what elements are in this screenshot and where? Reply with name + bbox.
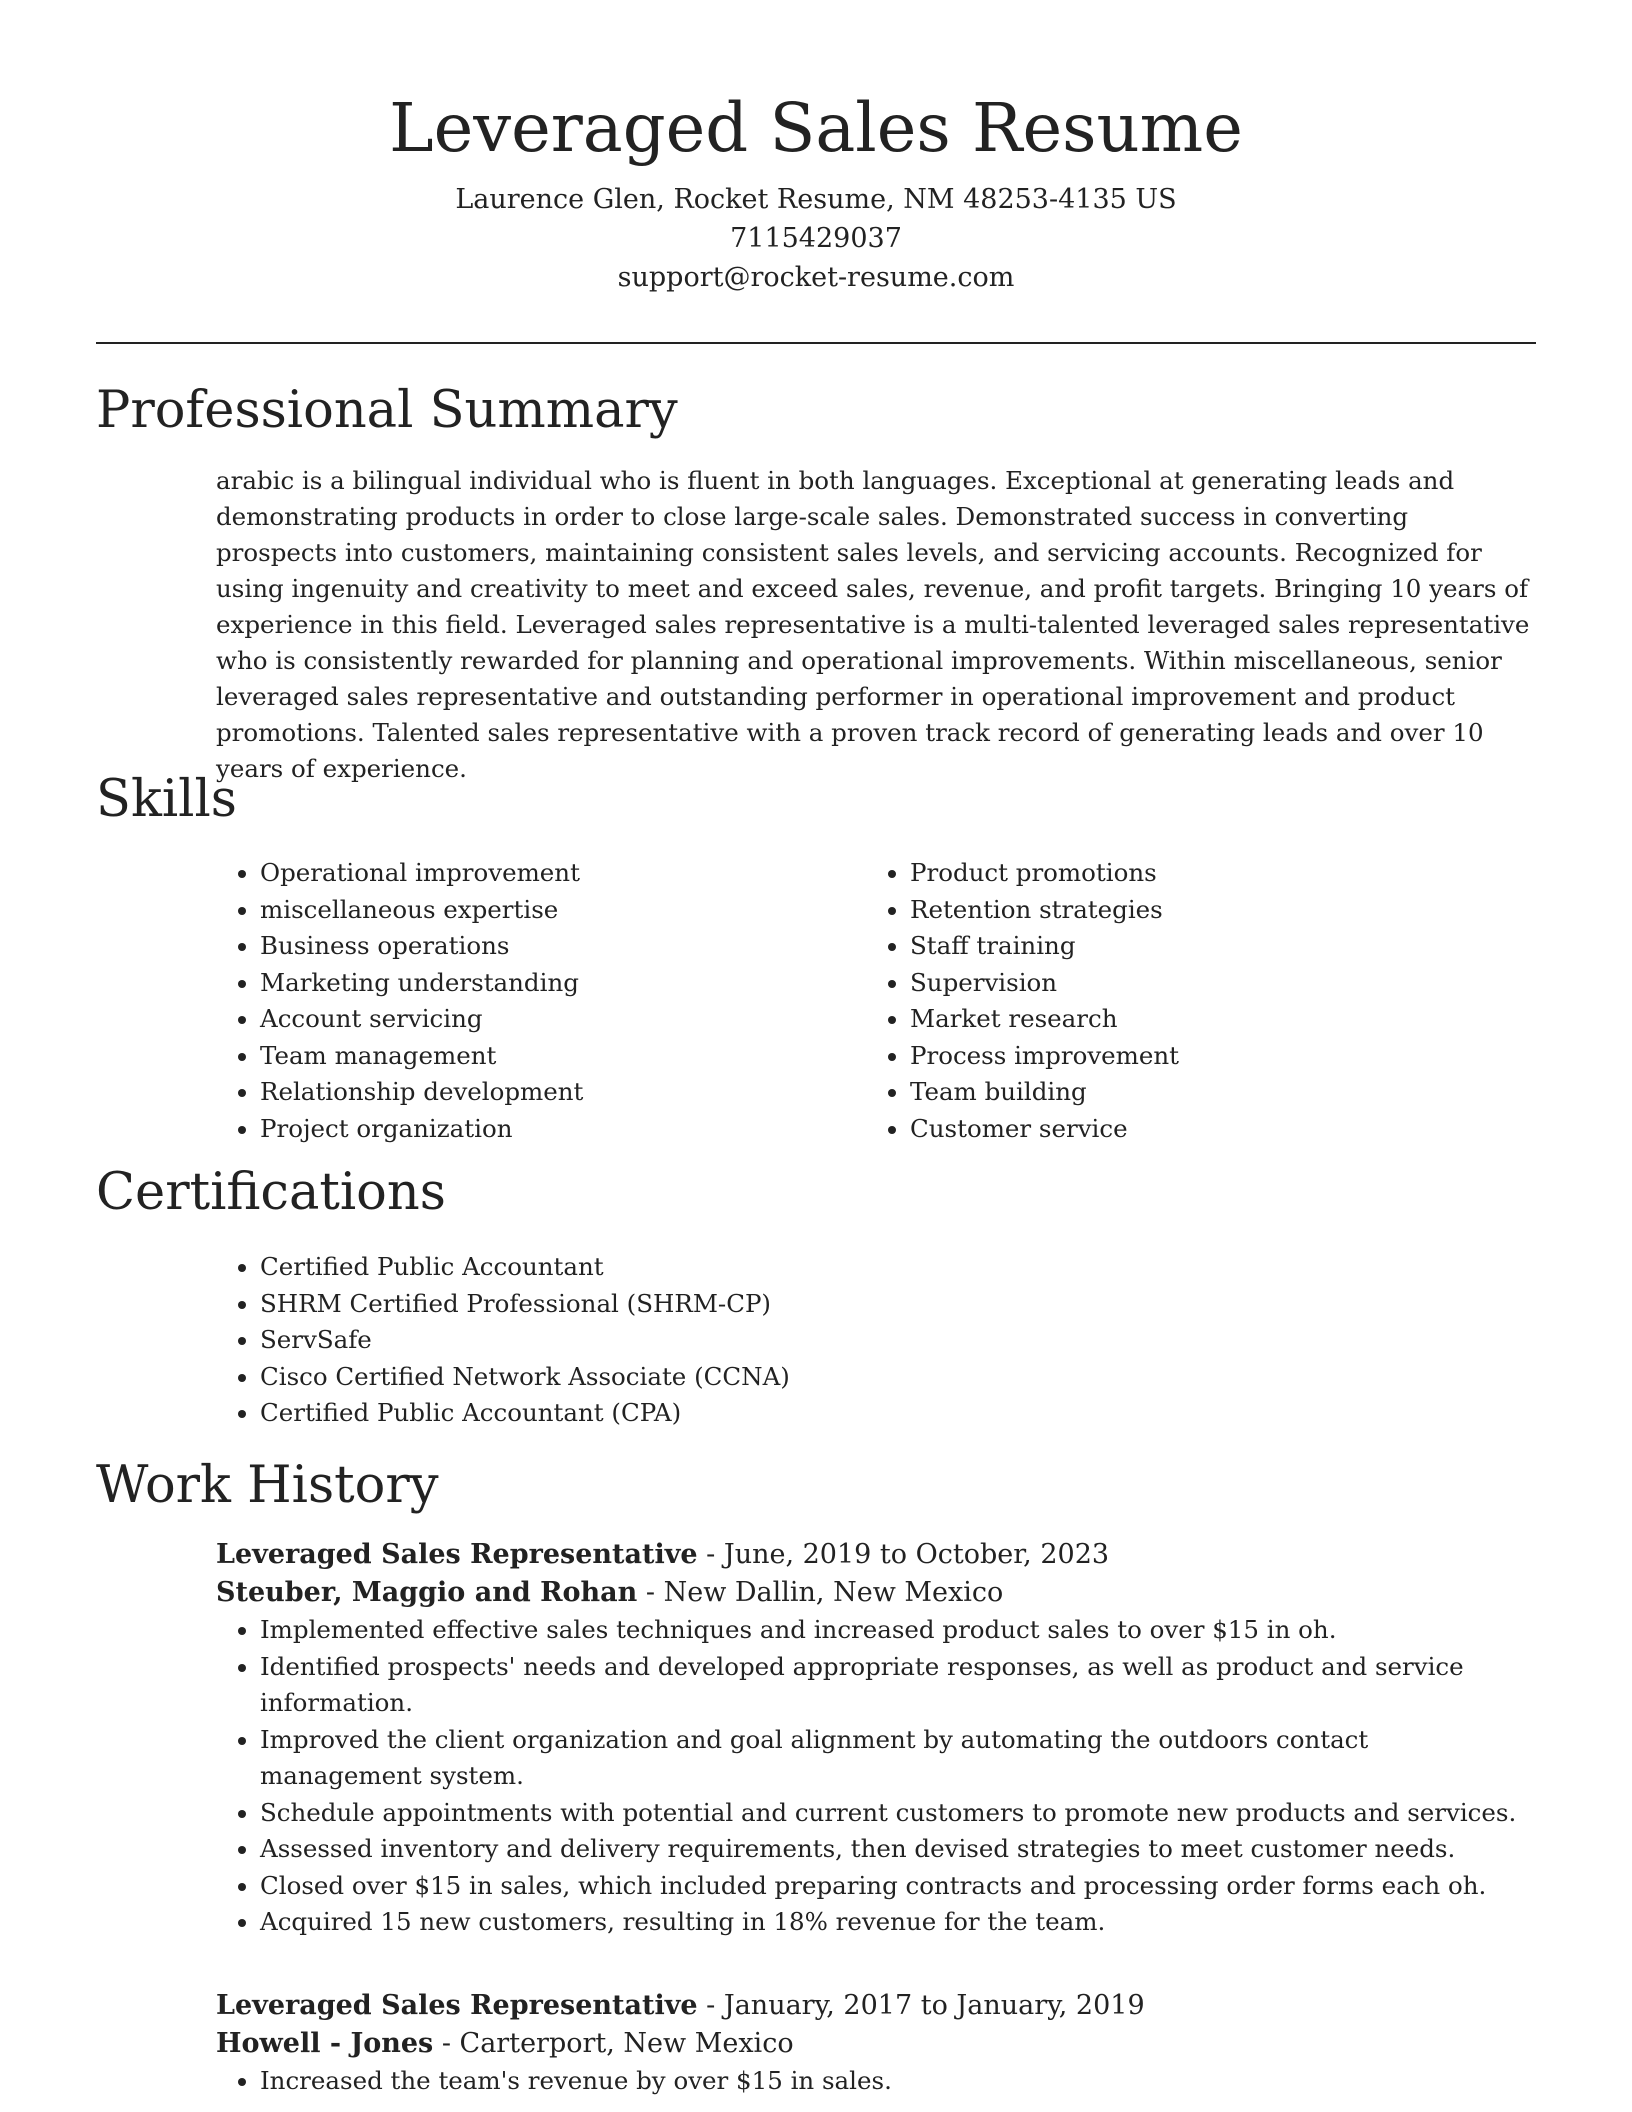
contact-address: Laurence Glen, Rocket Resume, NM 48253-4135 US xyxy=(455,184,1177,215)
skill-item: • Market research xyxy=(910,1001,1486,1038)
job-bullet: • Schedule appointments with potential and current customers to promote new products and services. xyxy=(260,1795,1536,1832)
job-bullet: • Increased the team's revenue by over $15 in sales. xyxy=(260,2063,1536,2100)
resume-title: Leveraged Sales Resume xyxy=(389,89,1243,167)
skill-item: • Supervision xyxy=(910,965,1486,1002)
summary-heading: Professional Summary xyxy=(96,381,678,440)
job-bullet: • Acquired 15 new customers, resulting in 18% revenue for the team. xyxy=(260,1904,1536,1941)
skills-heading: Skills xyxy=(96,770,237,829)
job-title: Leveraged Sales Representative xyxy=(216,1539,698,1570)
certification-item: • Cisco Certified Network Associate (CCNA) xyxy=(260,1359,1536,1396)
certifications-list xyxy=(216,1249,1536,1432)
certification-item: • Certified Public Accountant xyxy=(260,1249,1536,1286)
skill-item: • Account servicing xyxy=(260,1001,836,1038)
resume-header xyxy=(0,0,1632,297)
certifications-heading: Certifications xyxy=(96,1163,446,1222)
job-bullet: • Implemented effective sales techniques and increased product sales to over $15 in oh. xyxy=(260,1612,1536,1649)
skill-item: • miscellaneous expertise xyxy=(260,892,836,929)
job-entry xyxy=(216,1987,1536,2100)
skill-item: • Relationship development xyxy=(260,1074,836,1111)
job-location: - New Dallin, New Mexico xyxy=(637,1577,1004,1608)
skills-right-list xyxy=(866,855,1486,1147)
job-bullets xyxy=(216,1612,1536,1941)
job-title-line xyxy=(216,1536,1536,1574)
job-dates: - January, 2017 to January, 2019 xyxy=(697,1990,1145,2021)
certification-item: • ServSafe xyxy=(260,1322,1536,1359)
skill-item: • Customer service xyxy=(910,1111,1486,1148)
job-bullet: • Closed over $15 in sales, which included preparing contracts and processing order forms each oh. xyxy=(260,1868,1536,1905)
skill-item: • Project organization xyxy=(260,1111,836,1148)
skills-left-column xyxy=(216,855,836,1147)
skill-item: • Operational improvement xyxy=(260,855,836,892)
certifications-list-wrap xyxy=(216,1249,1536,1432)
job-entry xyxy=(216,1536,1536,1941)
skill-item: • Staff training xyxy=(910,928,1486,965)
job-title: Leveraged Sales Representative xyxy=(216,1990,698,2021)
contact-phone: 7115429037 xyxy=(730,223,902,254)
certification-item: • SHRM Certified Professional (SHRM-CP) xyxy=(260,1286,1536,1323)
header-divider xyxy=(96,342,1536,344)
skill-item: • Business operations xyxy=(260,928,836,965)
skills-right-column xyxy=(866,855,1486,1147)
work-history-heading: Work History xyxy=(96,1456,439,1515)
job-bullets xyxy=(216,2063,1536,2100)
job-location: - Carterport, New Mexico xyxy=(433,2028,794,2059)
job-company: Howell - Jones xyxy=(216,2028,434,2059)
skill-item: • Product promotions xyxy=(910,855,1486,892)
skill-item: • Team management xyxy=(260,1038,836,1075)
contact-block xyxy=(0,180,1632,297)
job-company-line xyxy=(216,2025,1536,2063)
summary-text: arabic is a bilingual individual who is fluent in both languages. Exceptional at generating leads and demonstrating products in order to close large-scale sales. Demonstrated success in converting prospects into customers, maintaining consistent sales levels, and servicing accounts. Recognized for using ingenuity and creativity to meet and exceed sales, revenue, and profit targets. Bringing 10 years of experience in this field. Leveraged sales representative is a multi-talented leveraged sales representative who is consistently rewarded for planning and operational improvements. Within miscellaneous, senior leveraged sales representative and outstanding performer in operational improvement and product promotions. Talented sales representative with a proven track record of generating leads and over 10 years of experience. xyxy=(216,466,1530,783)
job-company: Steuber, Maggio and Rohan xyxy=(216,1577,638,1608)
contact-email: support@rocket-resume.com xyxy=(617,262,1015,293)
job-dates: - June, 2019 to October, 2023 xyxy=(697,1539,1110,1570)
skill-item: • Team building xyxy=(910,1074,1486,1111)
job-bullet: • Assessed inventory and delivery requirements, then devised strategies to meet customer needs. xyxy=(260,1831,1536,1868)
skill-item: • Marketing understanding xyxy=(260,965,836,1002)
skills-left-list xyxy=(216,855,836,1147)
job-title-line xyxy=(216,1987,1536,2025)
certification-item: • Certified Public Accountant (CPA) xyxy=(260,1395,1536,1432)
skill-item: • Retention strategies xyxy=(910,892,1486,929)
job-bullet: • Identified prospects' needs and developed appropriate responses, as well as product and service information. xyxy=(260,1649,1536,1722)
job-bullet: • Improved the client organization and goal alignment by automating the outdoors contact management system. xyxy=(260,1722,1536,1795)
skill-item: • Process improvement xyxy=(910,1038,1486,1075)
job-company-line xyxy=(216,1574,1536,1612)
